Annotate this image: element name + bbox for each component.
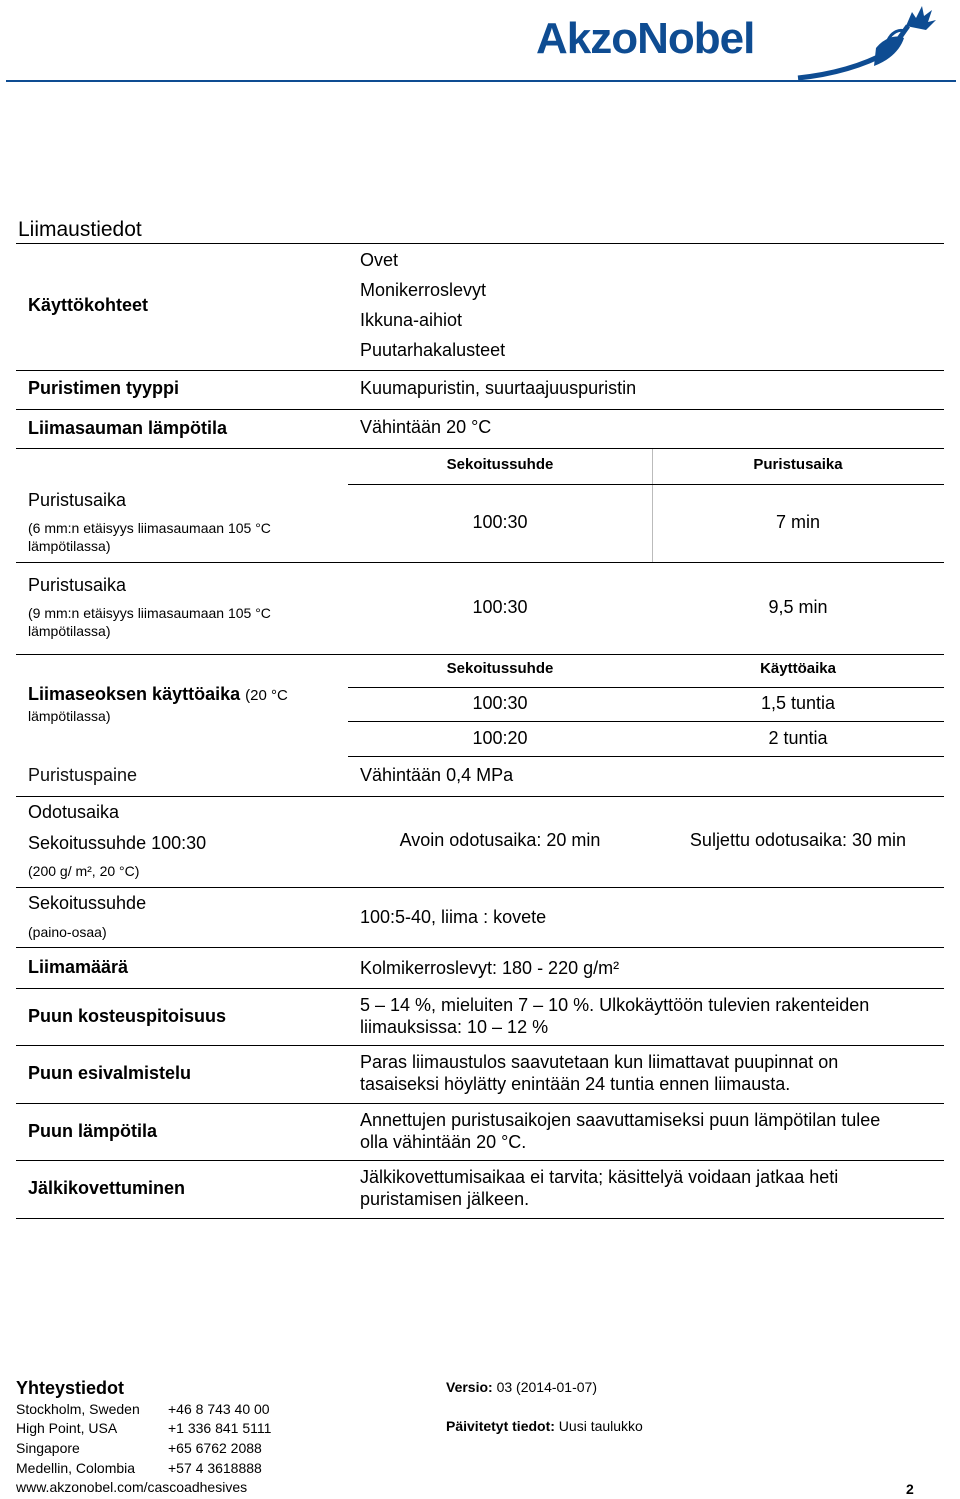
contact-phone-3: +65 6762 2088 [168, 1440, 262, 1456]
row-label-pressure: Puristuspaine [28, 765, 138, 785]
use-value-4: Puutarhakalusteet [360, 340, 506, 360]
table-header-press-time: Puristusaika [753, 456, 843, 473]
updated-label: Päivitetyt tiedot: [446, 1418, 555, 1434]
updated-value: Uusi taulukko [558, 1418, 643, 1434]
row-label-press-type: Puristimen tyyppi [28, 378, 180, 398]
preparation-value-1: Paras liimaustulos saavutetaan kun liimattavat puupinnat on [360, 1052, 839, 1072]
row-sub-press-time-2: (9 mm:n etäisyys liimasaumaan 105 °C lämpötilassa) [28, 605, 271, 639]
row-assembly-sub: (200 g/ m², 20 °C) [28, 863, 140, 879]
contact-place-2: High Point, USA [16, 1420, 118, 1436]
footer-contact-title: Yhteystiedot [16, 1378, 125, 1398]
pot-life-time-2: 2 tuntia [768, 728, 828, 748]
divider [348, 687, 944, 688]
row-label-press-time-1: Puristusaika [28, 490, 127, 510]
divider [16, 947, 944, 948]
row-sub-pot-life: lämpötilassa) [28, 708, 111, 724]
contact-place-4: Medellin, Colombia [16, 1460, 136, 1476]
use-value-2: Monikerroslevyt [360, 280, 487, 300]
pressure-value: Vähintään 0,4 MPa [360, 765, 514, 785]
wood-temp-value-2: olla vähintään 20 °C. [360, 1132, 527, 1152]
divider [16, 887, 944, 888]
row-label-wood-temp: Puun lämpötila [28, 1121, 158, 1141]
pot-life-ratio-1: 100:30 [472, 693, 528, 713]
table-column-divider [652, 449, 653, 562]
version-line [446, 1379, 597, 1395]
table-header-ratio: Sekoitussuhde [446, 456, 554, 473]
open-assembly-time: Avoin odotusaika: 20 min [399, 830, 601, 850]
press-type-value: Kuumapuristin, suurtaajuuspuristin [360, 378, 637, 398]
row-label-pot-life: Liimaseoksen käyttöaika [28, 684, 241, 704]
contact-phone-4: +57 4 3618888 [168, 1460, 262, 1476]
divider [348, 756, 944, 757]
row-label-pot-life-wrap [28, 684, 288, 705]
wood-temp-value-1: Annettujen puristusaikojen saavuttamiseksi puun lämpötilan tulee [360, 1110, 881, 1130]
row-assembly-ratio: Sekoitussuhde 100:30 [28, 833, 207, 853]
row-sub-press-time-1: (6 mm:n etäisyys liimasaumaan 105 °C lämpötilassa) [28, 520, 271, 554]
use-value-1: Ovet [360, 250, 399, 270]
contact-place-1: Stockholm, Sweden [16, 1401, 140, 1417]
row-label-press-time-2: Puristusaika [28, 575, 127, 595]
divider [16, 1045, 944, 1046]
press-time-2: 9,5 min [768, 597, 828, 617]
section-title: Liimaustiedot [18, 218, 142, 241]
divider [16, 1103, 944, 1104]
row-label-kayttokohteet: Käyttökohteet [28, 295, 149, 315]
preparation-value-2: tasaiseksi höylätty enintään 24 tuntia ennen liimausta. [360, 1074, 791, 1094]
divider [16, 1218, 944, 1219]
row-label-pot-life-suffix: (20 °C [245, 687, 288, 704]
row-label-preparation: Puun esivalmistelu [28, 1063, 192, 1083]
table-header-ratio: Sekoitussuhde [446, 660, 554, 677]
contact-place-3: Singapore [16, 1440, 80, 1456]
press-ratio-1: 100:30 [472, 512, 528, 532]
divider [16, 1160, 944, 1161]
logo-wordmark: AkzoNobel [536, 14, 755, 63]
updated-line [446, 1418, 643, 1434]
contact-phone-1: +46 8 743 40 00 [168, 1401, 270, 1417]
closed-assembly-time: Suljettu odotusaika: 30 min [689, 830, 907, 850]
version-label: Versio: [446, 1379, 493, 1395]
divider [16, 370, 944, 371]
divider [16, 654, 944, 655]
divider [16, 243, 944, 244]
divider [348, 721, 944, 722]
post-cure-value-1: Jälkikovettumisaikaa ei tarvita; käsittelyä voidaan jatkaa heti [360, 1167, 839, 1187]
divider [16, 796, 944, 797]
mix-ratio-value: 100:5-40, liima : kovete [360, 907, 547, 927]
pot-life-time-1: 1,5 tuntia [760, 693, 836, 713]
row-label-mix-ratio: Sekoitussuhde [28, 893, 147, 913]
divider [348, 484, 944, 485]
row-label-assembly-time: Odotusaika [28, 802, 120, 822]
moisture-value-1: 5 – 14 %, mieluiten 7 – 10 %. Ulkokäyttöön tulevien rakenteiden [360, 995, 870, 1015]
press-ratio-2: 100:30 [472, 597, 528, 617]
row-label-post-cure: Jälkikovettuminen [28, 1178, 186, 1198]
row-sub-mix-ratio: (paino-osaa) [28, 924, 107, 940]
pot-life-ratio-2: 100:20 [472, 728, 528, 748]
spread-value: Kolmikerroslevyt: 180 - 220 g/m² [360, 958, 620, 978]
divider [16, 562, 944, 563]
row-label-spread: Liimamäärä [28, 957, 129, 977]
contact-phone-2: +1 336 841 5111 [168, 1420, 272, 1436]
website-link[interactable]: www.akzonobel.com/cascoadhesives [16, 1479, 248, 1495]
divider [16, 988, 944, 989]
akzonobel-logo [536, 4, 956, 86]
press-time-1: 7 min [775, 512, 820, 532]
divider [16, 448, 944, 449]
use-value-3: Ikkuna-aihiot [360, 310, 463, 330]
row-label-glueline-temp: Liimasauman lämpötila [28, 418, 228, 438]
divider [16, 409, 944, 410]
header-rule [6, 80, 956, 82]
table-header-pot-life: Käyttöaika [760, 660, 836, 677]
version-value: 03 (2014-01-07) [496, 1379, 597, 1395]
page-number: 2 [906, 1481, 914, 1497]
glueline-temp-value: Vähintään 20 °C [360, 417, 492, 437]
row-label-moisture: Puun kosteuspitoisuus [28, 1006, 227, 1026]
post-cure-value-2: puristamisen jälkeen. [360, 1189, 530, 1209]
moisture-value-2: liimauksissa: 10 – 12 % [360, 1017, 549, 1037]
